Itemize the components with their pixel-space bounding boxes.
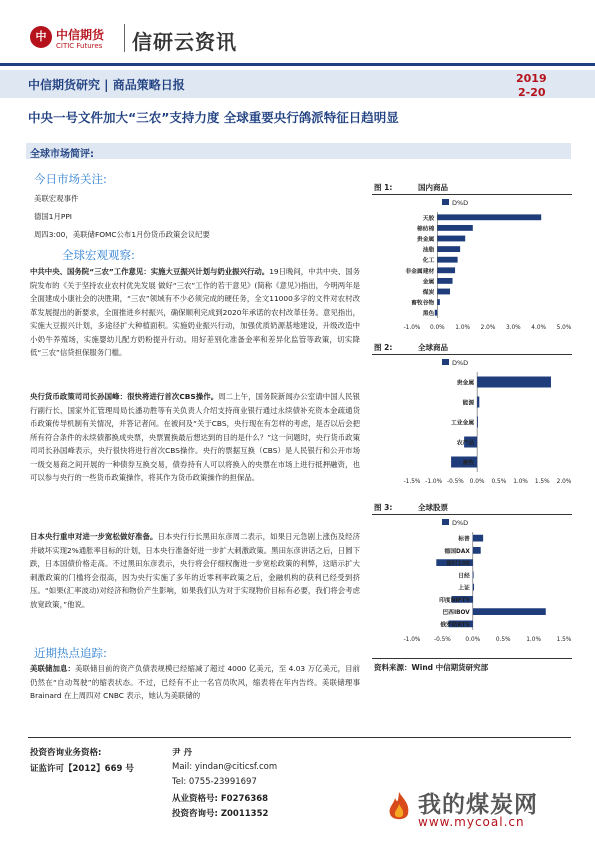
- section-bar: [26, 143, 571, 159]
- legend-label: D%D: [452, 199, 469, 207]
- bar-2: [477, 397, 479, 408]
- legend-swatch: [442, 199, 449, 205]
- analyst-name: 尹 丹: [172, 748, 192, 758]
- bar-3: [477, 417, 478, 428]
- watermark-text: 我的煤炭网: [418, 792, 538, 818]
- page-headline: 中央一号文件加大“三农”支持力度 全球重要央行鸽派特征日趋明显: [28, 110, 399, 125]
- x-tick-label: 1.0%: [526, 637, 541, 643]
- category-label: 金属: [422, 279, 435, 286]
- category-label: 印度NIFTY: [439, 597, 470, 604]
- date-year: 2019: [516, 72, 547, 85]
- category-label: 俄罗斯RTS: [440, 622, 470, 629]
- fig3-label: 图 3:: [374, 503, 393, 512]
- license-number: 证监许可【2012】669 号: [30, 764, 134, 774]
- legend-label: D%D: [452, 519, 469, 527]
- analyst-tel: Tel: 0755-23991697: [172, 777, 257, 787]
- top-rule: [0, 63, 595, 66]
- brand-title: 信研云资讯: [132, 30, 237, 54]
- category-label: 黑色: [422, 311, 435, 318]
- macro-p3-body: 日本央行行长黑田东彦周二表示，如果日元急剧上涨伤及经济并破坏实现2%通胀率目标的计划，日本央行准备好进一步扩大刺激政策。黑田东彦讲话之后，日圆下跌，日本国债价格走高。不过黑田东彦表示，央行将会仔细权衡进一步宽松政策的利弊，这暗示扩大刺激政策的门槛将会很高，因为央行实施了多年的近零利率政策之后，金融机构的获利已经受到挤压。“如果(汇率波动)对经济和物价产生影响，如果我们认为对于实现物价目标有必要，我们将会考虑放宽政策，”他说。: [30, 532, 360, 609]
- category-label: 德国DAX: [444, 548, 470, 555]
- category-label: 油脂: [422, 247, 435, 254]
- category-label: 煤炭: [422, 290, 435, 296]
- today-focus-title: 今日市场关注:: [34, 172, 107, 186]
- fig3-chart: [372, 516, 572, 644]
- category-label: 畜牧: [462, 460, 475, 467]
- x-tick-label: -0.5%: [447, 479, 464, 485]
- legend-swatch: [442, 519, 449, 525]
- qualification-1: 从业资格号: F0276368: [172, 794, 269, 804]
- x-tick-label: 1.0%: [455, 325, 471, 331]
- bar-5: [473, 584, 474, 591]
- category-label: 工业金属: [450, 420, 475, 427]
- analyst-mail[interactable]: Mail: yindan@citicsf.com: [172, 762, 278, 772]
- legend-label: D%D: [452, 359, 469, 367]
- x-tick-label: -1.0%: [403, 325, 421, 331]
- fig1-rule: [372, 194, 572, 195]
- macro-p1-body: 19日晚间，中共中央、国务院发布的《关于坚持农业农村优先发展 做好“三农”工作的若干意见》(简称《意见》)指出，今明两年是全面建成小康社会的决胜期，“三农”领域有不少必须完成的硬任务，全文11000多字的文件对农村改革发展提出的新要求，全面推进乡村振兴，确保顺利完成到2020年承诺的农村改革任务。意见指出，实施大豆振兴计划，多途径扩大种植面积。实施奶业振兴行动，加强优质奶源基地建设，升级改造中小奶牛养殖场，实施婴幼儿配方奶粉提升行动。用好差别化准备金率和差异化监管等政策，切实降低“三农”信贷担保服务门槛。: [30, 267, 360, 357]
- hot-p1-lead: 美联储加息：: [30, 664, 75, 673]
- x-tick-label: 0.0%: [429, 325, 445, 331]
- footer-rule: [28, 737, 571, 738]
- category-label: 巴西IBOV: [442, 610, 470, 617]
- logo-en: CITIC Futures: [56, 42, 103, 50]
- x-tick-label: 0.0%: [469, 479, 485, 485]
- bar-1: [473, 535, 483, 542]
- category-label: 上证: [458, 585, 470, 592]
- x-tick-label: 0.0%: [465, 637, 481, 643]
- bar-10: [435, 310, 438, 316]
- citic-logo-icon: 中: [30, 26, 52, 48]
- macro-paragraph-2: [30, 390, 360, 530]
- fig3-title: 全球股票: [418, 503, 448, 512]
- qualification-2: 投资咨询号: Z0011352: [172, 809, 269, 819]
- x-tick-label: 5.0%: [556, 325, 572, 331]
- x-tick-label: 1.0%: [513, 479, 528, 485]
- fig2-rule: [372, 354, 572, 355]
- focus-item-2: 德国1月PPI: [34, 212, 72, 221]
- x-tick-label: -1.0%: [425, 479, 443, 485]
- hot-paragraph: [30, 662, 360, 706]
- date-month-day: 2-20: [518, 86, 546, 99]
- fig1-label: 图 1:: [374, 183, 393, 192]
- category-label: 天胶: [422, 215, 435, 222]
- macro-title: 全球宏观观察:: [62, 248, 135, 262]
- category-label: 富时100: [446, 561, 470, 568]
- legend-swatch: [442, 359, 449, 365]
- category-label: 农产品: [456, 440, 475, 447]
- category-label: 贵金属: [456, 380, 475, 387]
- x-tick-label: 2.0%: [556, 479, 572, 485]
- fig2-chart: [372, 356, 572, 486]
- fig1-title: 国内商品: [418, 183, 448, 192]
- category-label: 能源: [462, 400, 475, 407]
- bar-6: [437, 267, 455, 273]
- logo-separator: [124, 24, 125, 52]
- macro-paragraph-3: [30, 530, 360, 642]
- category-label: 标普: [458, 536, 470, 543]
- fig2-label: 图 2:: [374, 343, 393, 352]
- logo-cn: 中信期货: [56, 28, 105, 42]
- x-tick-label: 1.5%: [534, 479, 550, 485]
- category-label: 贵金属: [416, 237, 435, 243]
- focus-item-3: 周四3:00，美联储FOMC公布1月份货币政策会议纪要: [34, 230, 210, 239]
- x-tick-label: 1.5%: [556, 637, 572, 643]
- macro-p2-body: 周二上午，国务院新闻办公室请中国人民银行副行长、国家外汇管理局局长潘功胜等有关负责人介绍支持商业银行通过永续债补充资本金疏通货币政策传导机制有关情况，并答记者问。在被问及“关于CBS，央行现在有怎样的考虑，是否以后会把所有符合条件的永续债都换成央票，央票置换最后想达到的目的是什么？”这一问题时，央行货币政策司司长孙国峰表示，央行很快将进行首次CBS操作。央行的票据互换（CBS）是人民银行和公开市场一级交易商之间开展的一种债券互换交易，债券持有人可以将换入的央票在市场上进行抵押融资，也可以参与央行的一些货币政策操作，将其作为货币政策操作的担保品。: [30, 392, 360, 482]
- consult-label: 投资咨询业务资格:: [30, 748, 102, 758]
- category-label: 畜牧谷物: [411, 300, 435, 307]
- banner-title: 中信期货研究 | 商品策略日报: [28, 78, 185, 92]
- bar-2: [437, 225, 472, 231]
- fig1-chart: [372, 196, 572, 332]
- bar-7: [437, 278, 452, 284]
- hot-p1-body: 美联储目前的资产负债表规模已经缩减了超过 4000 亿美元，至 4.03 万亿美元，目前仍然在“自动驾驶”的缩表状态。不过，已经有不止一名官员吹风，缩表将在年内告终。美联储理事 Brainard 在上周四对 CNBC 表示，她认为美联储的: [30, 664, 360, 700]
- bar-1: [477, 377, 551, 388]
- bar-4: [437, 246, 460, 252]
- bar-5: [437, 257, 457, 263]
- watermark-url: www.mycoal.cn: [418, 815, 525, 829]
- bar-9: [437, 299, 440, 305]
- macro-paragraph-1: [30, 265, 360, 395]
- source-rule: [372, 658, 572, 659]
- bar-3: [437, 236, 465, 242]
- focus-item-1: 美联宏观事件: [34, 194, 79, 203]
- x-tick-label: -1.0%: [403, 637, 421, 643]
- macro-p1-lead: 中共中央、国务院“三农”工作意见：实施大豆振兴计划与奶业振兴行动。: [30, 267, 270, 276]
- bar-2: [473, 547, 481, 554]
- fig3-rule: [372, 514, 572, 515]
- x-tick-label: 4.0%: [531, 325, 547, 331]
- figure-source: 资料来源：Wind 中信期货研究部: [374, 663, 489, 672]
- fig2-title: 全球商品: [418, 343, 448, 352]
- bar-7: [473, 608, 546, 615]
- bar-4: [473, 572, 474, 579]
- section-title: 全球市场简评:: [30, 149, 94, 160]
- macro-p3-lead: 日本央行重申对进一步宽松做好准备。: [30, 532, 158, 541]
- bar-1: [437, 214, 541, 220]
- x-tick-label: 0.5%: [495, 637, 511, 643]
- category-label: 非金属建材: [405, 268, 435, 275]
- x-tick-label: 0.5%: [491, 479, 507, 485]
- bar-8: [437, 289, 450, 295]
- hot-title: 近期热点追踪:: [34, 646, 107, 660]
- category-label: 日经: [458, 573, 470, 580]
- x-tick-label: -1.5%: [403, 479, 421, 485]
- x-tick-label: 2.0%: [480, 325, 496, 331]
- x-tick-label: -0.5%: [433, 637, 451, 643]
- category-label: 棉纺棉: [416, 226, 435, 233]
- category-label: 化工: [422, 258, 435, 265]
- watermark-flame-icon: [382, 790, 416, 824]
- macro-p2-lead: 央行货币政策司司长孙国峰：很快将进行首次CBS操作。: [30, 392, 219, 401]
- x-tick-label: 3.0%: [505, 325, 521, 331]
